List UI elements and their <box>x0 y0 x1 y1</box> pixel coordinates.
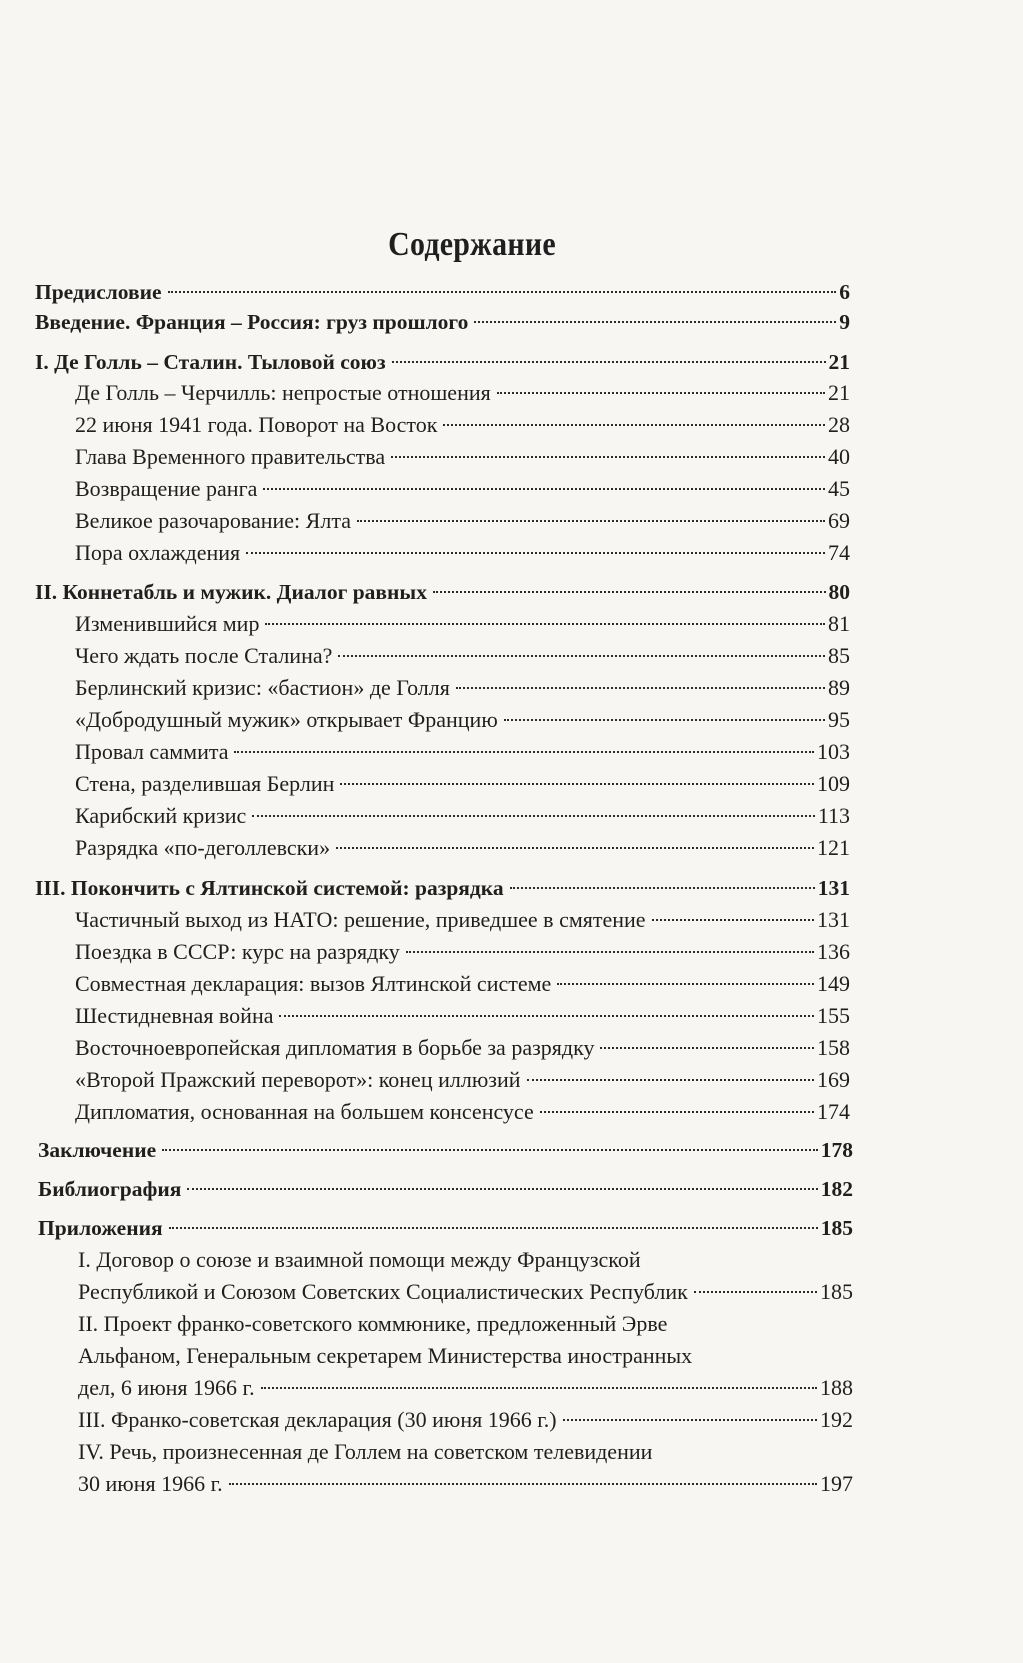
appendix-1-line-2: Республикой и Союзом Советских Социалистических Республик <box>78 1279 688 1304</box>
toc-entry <box>75 474 850 504</box>
toc-entry-page: 169 <box>817 1067 850 1092</box>
appendix-2-line-3: дел, 6 июня 1966 г. <box>78 1375 255 1400</box>
dot-leader <box>557 983 814 985</box>
toc-entry <box>38 1174 853 1204</box>
toc-entry-label: Приложения <box>38 1216 163 1240</box>
toc-entry-page: 131 <box>817 907 850 932</box>
toc-entry <box>75 937 850 967</box>
toc-entry-label: Де Голль – Черчилль: непростые отношения <box>75 380 491 405</box>
toc-entry-label: Частичный выход из НАТО: решение, приведшее в смятение <box>75 907 646 932</box>
toc-entry-label: Великое разочарование: Ялта <box>75 508 351 533</box>
toc-entry <box>75 705 850 735</box>
toc-entry-page: 21 <box>828 350 850 374</box>
dot-leader <box>433 591 826 593</box>
toc-entry-label: Изменившийся мир <box>75 611 260 636</box>
toc-entry-label: Восточноевропейская дипломатия в борьбе за разрядку <box>75 1035 595 1060</box>
toc-entry-label: Шестидневная война <box>75 1003 274 1028</box>
dot-leader <box>391 456 825 458</box>
dot-leader <box>392 361 826 363</box>
toc-entry <box>38 1213 853 1243</box>
dot-leader <box>474 321 836 323</box>
toc-entry <box>75 737 850 767</box>
toc-entry <box>35 347 850 377</box>
toc-entry <box>38 1135 853 1165</box>
toc-entry-label: Библиография <box>38 1177 182 1201</box>
toc-entry-page: 109 <box>817 771 850 796</box>
toc-entry-label: Разрядка «по-деголлевски» <box>75 835 331 860</box>
toc-entry <box>75 506 850 536</box>
appendix-3-page: 192 <box>820 1407 853 1432</box>
dot-leader <box>187 1188 817 1190</box>
appendix-1-line-1: I. Договор о союзе и взаимной помощи между Французской <box>78 1247 641 1272</box>
toc-entry <box>75 1033 850 1063</box>
toc-entry-page: 185 <box>820 1216 853 1240</box>
appendix-2-page: 188 <box>820 1375 853 1400</box>
appendix-4-line-1: IV. Речь, произнесенная де Голлем на советском телевидении <box>78 1439 653 1464</box>
appendix-2-entry <box>78 1373 853 1403</box>
toc-entry <box>75 1065 850 1095</box>
dot-leader <box>600 1047 814 1049</box>
toc-entry-page: 155 <box>817 1003 850 1028</box>
dot-leader <box>338 655 825 657</box>
toc-entry-label: Провал саммита <box>75 739 229 764</box>
toc-entry-label: Введение. Франция – Россия: груз прошлого <box>35 310 469 334</box>
dot-leader <box>246 552 825 554</box>
toc-entry <box>75 609 850 639</box>
appendix-2-line-2: Альфаном, Генеральным секретарем Министерства иностранных <box>78 1343 693 1368</box>
dot-leader <box>162 1149 818 1151</box>
toc-entry <box>75 905 850 935</box>
dot-leader <box>340 783 814 785</box>
toc-entry-label: Поездка в СССР: курс на разрядку <box>75 939 400 964</box>
dot-leader <box>234 751 814 753</box>
toc-entry <box>35 307 850 337</box>
toc-entry-label: Берлинский кризис: «бастион» де Голля <box>75 675 450 700</box>
toc-entry-page: 80 <box>828 580 850 604</box>
dot-leader <box>694 1291 817 1293</box>
appendix-4-line-2: 30 июня 1966 г. <box>78 1471 223 1496</box>
toc-entry-label: «Добродушный мужик» открывает Францию <box>75 707 498 732</box>
toc-entry-page: 6 <box>839 280 850 304</box>
toc-entry-label: Предисловие <box>35 280 162 304</box>
toc-entry <box>75 673 850 703</box>
dot-leader <box>563 1419 817 1421</box>
toc-entry-label: Глава Временного правительства <box>75 444 386 469</box>
toc-entry-label: Карибский кризис <box>75 803 247 828</box>
toc-entry <box>75 1097 850 1127</box>
toc-entry-page: 121 <box>817 835 850 860</box>
toc-entry-label: III. Покончить с Ялтинской системой: разрядка <box>35 876 504 900</box>
toc-entry-label: II. Коннетабль и мужик. Диалог равных <box>35 580 427 604</box>
toc-entry <box>75 833 850 863</box>
appendix-3-entry <box>78 1405 853 1435</box>
toc-entry-label: Дипломатия, основанная на большем консенсусе <box>75 1099 534 1124</box>
dot-leader <box>168 291 837 293</box>
appendix-4-page: 197 <box>820 1471 853 1496</box>
toc-entry-label: Заключение <box>38 1138 157 1162</box>
toc-entry-page: 158 <box>817 1035 850 1060</box>
toc-entry-page: 40 <box>828 444 850 469</box>
toc-entry <box>35 577 850 607</box>
toc-entry-page: 74 <box>828 540 850 565</box>
toc-entry <box>75 538 850 568</box>
toc-entry <box>75 410 850 440</box>
toc-entry <box>75 769 850 799</box>
toc-entry-label: Чего ждать после Сталина? <box>75 643 333 668</box>
toc-entry-label: Возвращение ранга <box>75 476 258 501</box>
toc-entry-page: 113 <box>817 803 850 828</box>
toc-entry-label: Стена, разделившая Берлин <box>75 771 335 796</box>
toc-entry <box>75 378 850 408</box>
toc-entry-page: 178 <box>820 1138 853 1162</box>
toc-entry-page: 149 <box>817 971 850 996</box>
dot-leader <box>263 488 825 490</box>
toc-entry-page: 103 <box>817 739 850 764</box>
appendix-3-line-1: III. Франко-советская декларация (30 июня 1966 г.) <box>78 1407 557 1432</box>
toc-entry <box>75 969 850 999</box>
appendix-1-page: 185 <box>820 1279 853 1304</box>
toc-entry-page: 9 <box>839 310 850 334</box>
dot-leader <box>279 1015 814 1017</box>
toc-entry <box>75 1001 850 1031</box>
toc-entry-page: 69 <box>828 508 850 533</box>
toc-entry-page: 45 <box>828 476 850 501</box>
toc-entry <box>75 641 850 671</box>
toc-entry-page: 21 <box>828 380 850 405</box>
toc-entry-label: Совместная декларация: вызов Ялтинской системе <box>75 971 552 996</box>
appendix-2-line-1: II. Проект франко-советского коммюнике, предложенный Эрве <box>78 1311 668 1336</box>
dot-leader <box>510 887 815 889</box>
dot-leader <box>497 392 825 394</box>
dot-leader <box>229 1483 817 1485</box>
toc-entry <box>75 801 850 831</box>
toc-entry <box>75 442 850 472</box>
dot-leader <box>169 1227 818 1229</box>
toc-entry-page: 182 <box>820 1177 853 1201</box>
dot-leader <box>456 687 825 689</box>
dot-leader <box>252 815 815 817</box>
page-title: Содержание <box>388 226 556 263</box>
dot-leader <box>357 520 825 522</box>
dot-leader <box>265 623 825 625</box>
toc-entry-label: Пора охлаждения <box>75 540 241 565</box>
dot-leader <box>527 1079 815 1081</box>
appendix-1-entry <box>78 1277 853 1307</box>
dot-leader <box>261 1387 817 1389</box>
toc-entry-page: 174 <box>817 1099 850 1124</box>
appendix-4-entry <box>78 1469 853 1499</box>
dot-leader <box>540 1111 814 1113</box>
toc-entry-page: 136 <box>817 939 850 964</box>
dot-leader <box>504 719 825 721</box>
toc-entry-label: I. Де Голль – Сталин. Тыловой союз <box>35 350 386 374</box>
toc-entry <box>35 277 850 307</box>
toc-entry-page: 85 <box>828 643 850 668</box>
dot-leader <box>652 919 814 921</box>
toc-entry-page: 131 <box>817 876 850 900</box>
toc-entry-page: 89 <box>828 675 850 700</box>
dot-leader <box>336 847 814 849</box>
dot-leader <box>443 424 825 426</box>
toc-entry-label: 22 июня 1941 года. Поворот на Восток <box>75 412 438 437</box>
toc-entry-page: 81 <box>828 611 850 636</box>
toc-entry-label: «Второй Пражский переворот»: конец иллюзий <box>75 1067 521 1092</box>
dot-leader <box>406 951 814 953</box>
toc-entry-page: 28 <box>828 412 850 437</box>
toc-entry-page: 95 <box>828 707 850 732</box>
toc-entry <box>35 873 850 903</box>
